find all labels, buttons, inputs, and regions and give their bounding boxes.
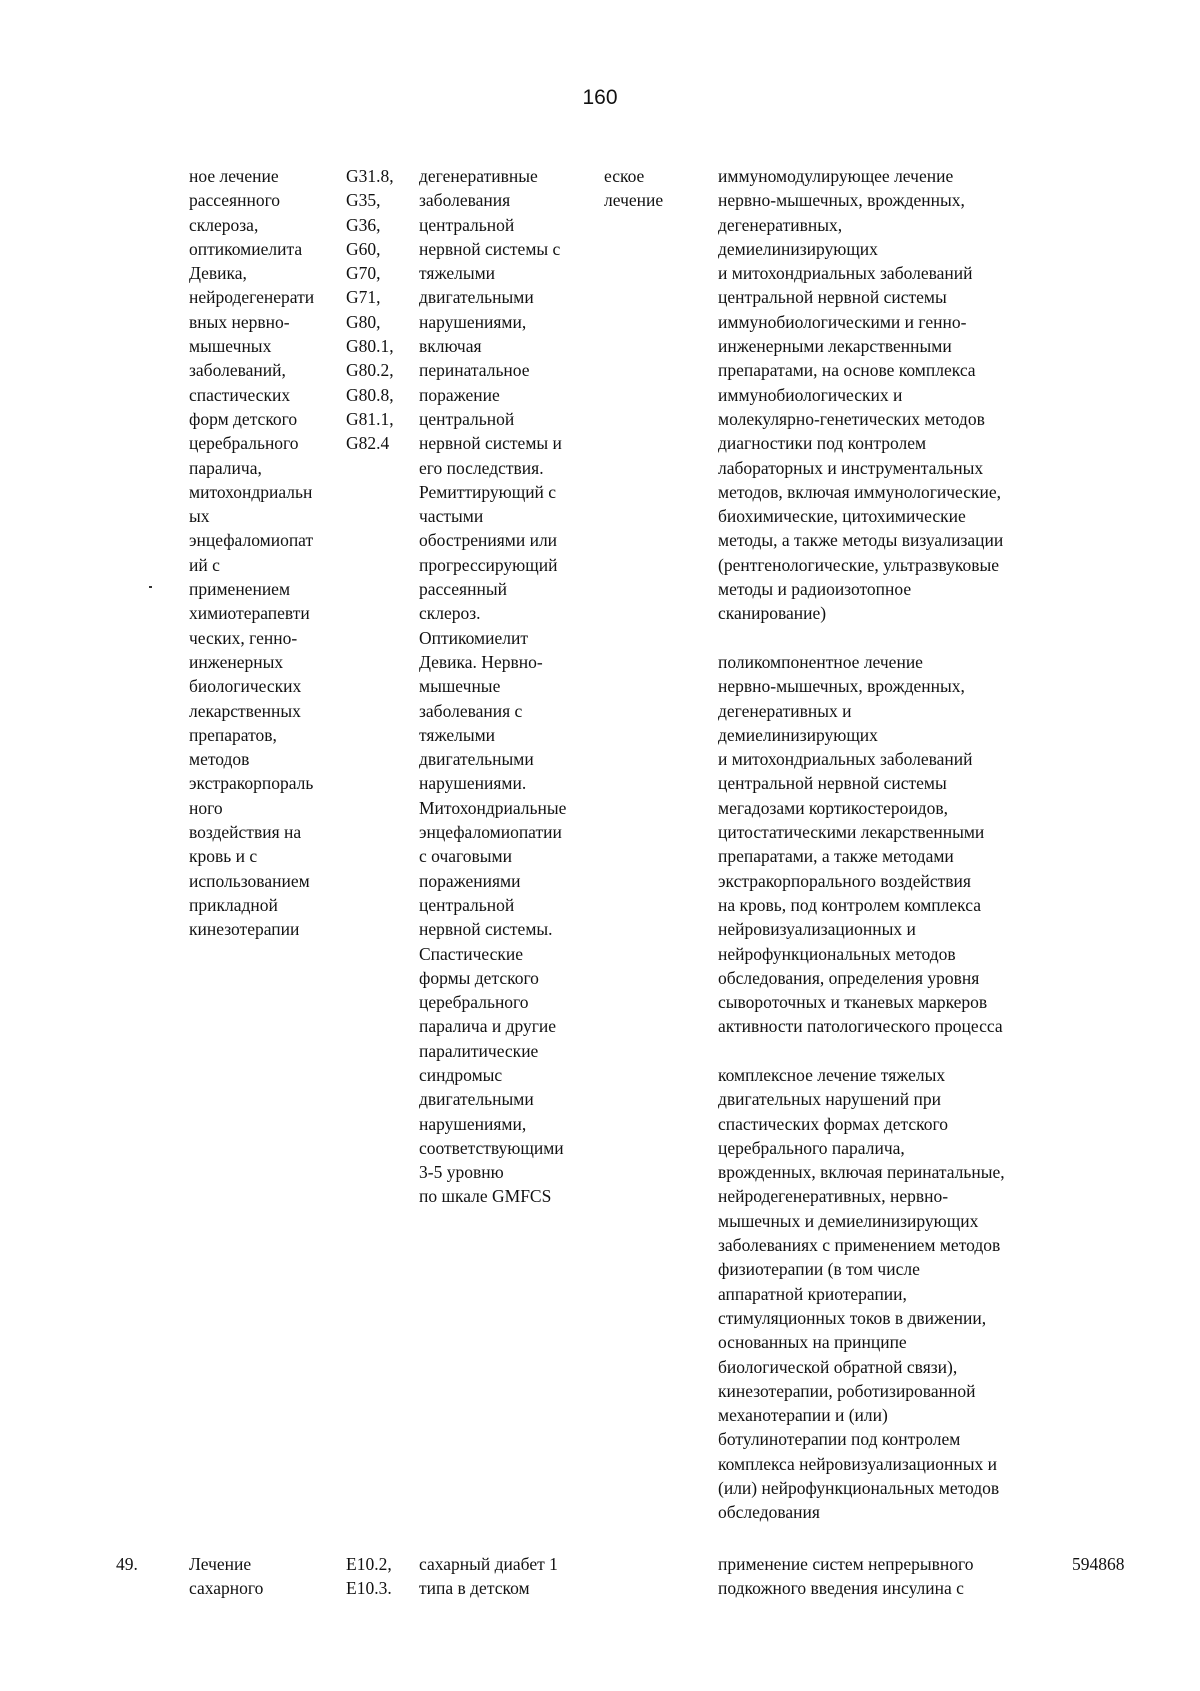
treatment-method-cell: применение систем непрерывного подкожного введения инсулина с bbox=[718, 1554, 974, 1599]
treatment-name-cell: ное лечение рассеянного склероза, оптикомиелита Девика, нейродегенерати вных нервно- мышечных заболеваний, спастических форм детского церебрального паралича, митохондриальн ых энцефаломиопат ий с применением химиотерапевти ческих, генно- инженерных биологических лекарственных препаратов, методов экстракорпораль ного воздействия на кровь и с использованием прикладной кинезотерапии bbox=[189, 166, 315, 940]
treatment-method-cell-1: иммуномодулирующее лечение нервно-мышечных, врожденных, дегенеративных, демиелинизирующих и митохондриальных заболеваний центральной нервной системы иммунобиологическими и генно- инженерными лекарственными препаратами, на основе комплекса иммунобиологических и молекулярно-генетических методов диагностики под контролем лабораторных и инструментальных методов, включая иммунологические, биохимические, цитохимические методы, а также методы визуализации (рентгенологические, ультразвуковые методы и радиоизотопное сканирование) bbox=[718, 166, 1004, 624]
patient-model-cell: дегенеративные заболевания центральной нервной системы с тяжелыми двигательными нарушениями, включая перинатальное поражение центральной нервной системы и его последствия. Ремиттирующий с частыми обострениями или прогрессирующий рассеянный склероз. Оптикомиелит Девика. Нервно- мышечные заболевания с тяжелыми двигательными нарушениями. Митохондриальные энцефаломиопатии с очаговыми поражениями центральной нервной системы. Спастические формы детского церебрального паралича и другие паралитические синдромыс двигательными нарушениями, соответствующими 3-5 уровню по шкале GMFCS bbox=[419, 166, 567, 1207]
icd-codes-cell: E10.2, E10.3. bbox=[346, 1554, 392, 1599]
treatment-kind-cell: еское лечение bbox=[604, 166, 664, 211]
treatment-method-cell-3: комплексное лечение тяжелых двигательных нарушений при спастических формах детского церебрального паралича, врожденных, включая перинатальные, нейродегенеративных, нервно- мышечных и демиелинизирующих заболеваниях с применением методов физиотерапии (в том числе аппаратной криотерапии, стимуляционных токов в движении, основанных на принципе биологической обратной связи), кинезотерапии, роботизированной механотерапии и (или) ботулинотерапии под контролем комплекса нейровизуализационных и (или) нейрофункциональных методов обследования bbox=[718, 1065, 1005, 1523]
treatment-method-cell-2: поликомпонентное лечение нервно-мышечных, врожденных, дегенеративных и демиелинизирующих и митохондриальных заболеваний центральной нервной системы мегадозами кортикостероидов, цитостатическими лекарственными препаратами, а также методами экстракорпорального воздействия на кровь, под контролем комплекса нейровизуализационных и нейрофункциональных методов обследования, определения уровня сывороточных и тканевых маркеров активности патологического процесса bbox=[718, 652, 1003, 1037]
stray-mark bbox=[149, 586, 152, 588]
row-number-cell: 49. bbox=[116, 1554, 138, 1574]
page-number: 160 bbox=[582, 86, 618, 109]
cost-cell: 594868 bbox=[1072, 1554, 1125, 1574]
patient-model-cell: сахарный диабет 1 типа в детском bbox=[419, 1554, 558, 1599]
treatment-name-cell: Лечение сахарного bbox=[189, 1554, 264, 1599]
icd-codes-cell: G31.8, G35, G36, G60, G70, G71, G80, G80.1, G80.2, G80.8, G81.1, G82.4 bbox=[346, 166, 394, 454]
